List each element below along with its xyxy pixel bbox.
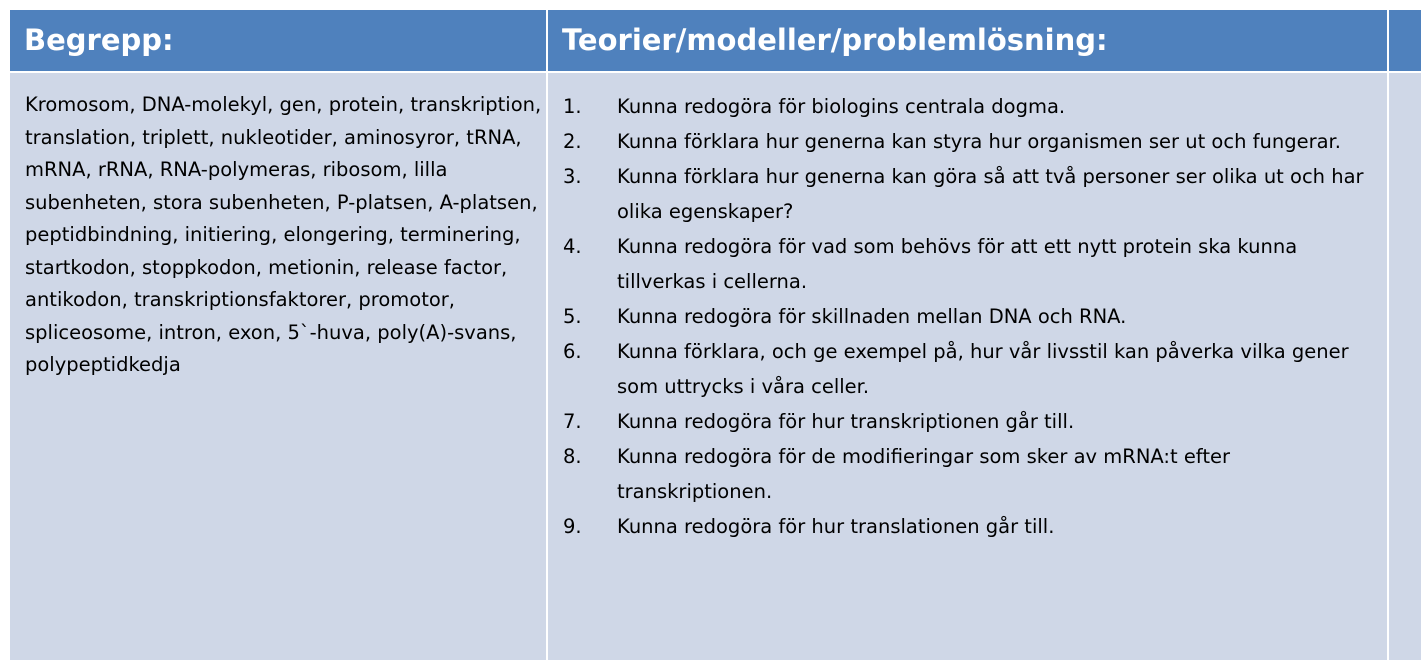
item-text: Kunna förklara hur generna kan göra så att två personer ser olika ut och har olika egenskaper? bbox=[617, 165, 1364, 223]
item-text: Kunna förklara hur generna kan styra hur organismen ser ut och fungerar. bbox=[617, 130, 1341, 153]
item-number: 2. bbox=[563, 130, 582, 153]
terms-cell: Kromosom, DNA-molekyl, gen, protein, transkription, translation, triplett, nukleotider, aminosyror, tRNA, mRNA, rRNA, RNA-polymeras, ribosom, lilla subenheten, stora subenheten, P-platsen, A-platsen, peptidbindning, initiering, elongering, terminering, startkodon, stoppkodon, metionin, release factor, antikodon, transkriptionsfaktorer, promotor, spliceosome, intron, exon, 5`-huva, poly(A)-svans, polypeptidkedja bbox=[25, 93, 542, 376]
course-table bbox=[10, 10, 1421, 660]
outcomes-list bbox=[563, 89, 1383, 544]
list-item bbox=[563, 404, 1383, 439]
list-item bbox=[563, 89, 1383, 124]
list-item bbox=[563, 124, 1383, 159]
list-item bbox=[563, 334, 1383, 404]
item-number: 7. bbox=[563, 410, 582, 433]
item-text: Kunna redogöra för skillnaden mellan DNA och RNA. bbox=[617, 305, 1127, 328]
list-item bbox=[563, 229, 1383, 299]
column-divider bbox=[1387, 10, 1389, 660]
item-text: Kunna redogöra för de modifieringar som sker av mRNA:t efter transkriptionen. bbox=[617, 445, 1230, 503]
item-number: 8. bbox=[563, 445, 582, 468]
item-number: 5. bbox=[563, 305, 582, 328]
outcomes-header: Teorier/modeller/problemlösning: bbox=[562, 23, 1108, 57]
item-number: 1. bbox=[563, 95, 582, 118]
list-item bbox=[563, 509, 1383, 544]
item-number: 3. bbox=[563, 165, 582, 188]
item-number: 9. bbox=[563, 515, 582, 538]
item-number: 4. bbox=[563, 235, 582, 258]
item-text: Kunna redogöra för hur translationen går till. bbox=[617, 515, 1055, 538]
column-divider bbox=[546, 10, 548, 660]
list-item bbox=[563, 439, 1383, 509]
list-item bbox=[563, 159, 1383, 229]
terms-header: Begrepp: bbox=[24, 23, 174, 57]
item-text: Kunna förklara, och ge exempel på, hur vår livsstil kan påverka vilka gener som uttrycks i våra celler. bbox=[617, 340, 1349, 398]
item-number: 6. bbox=[563, 340, 582, 363]
item-text: Kunna redogöra för vad som behövs för att ett nytt protein ska kunna tillverkas i cellerna. bbox=[617, 235, 1298, 293]
list-item bbox=[563, 299, 1383, 334]
row-divider bbox=[10, 71, 1421, 73]
item-text: Kunna redogöra för hur transkriptionen går till. bbox=[617, 410, 1075, 433]
item-text: Kunna redogöra för biologins centrala dogma. bbox=[617, 95, 1066, 118]
